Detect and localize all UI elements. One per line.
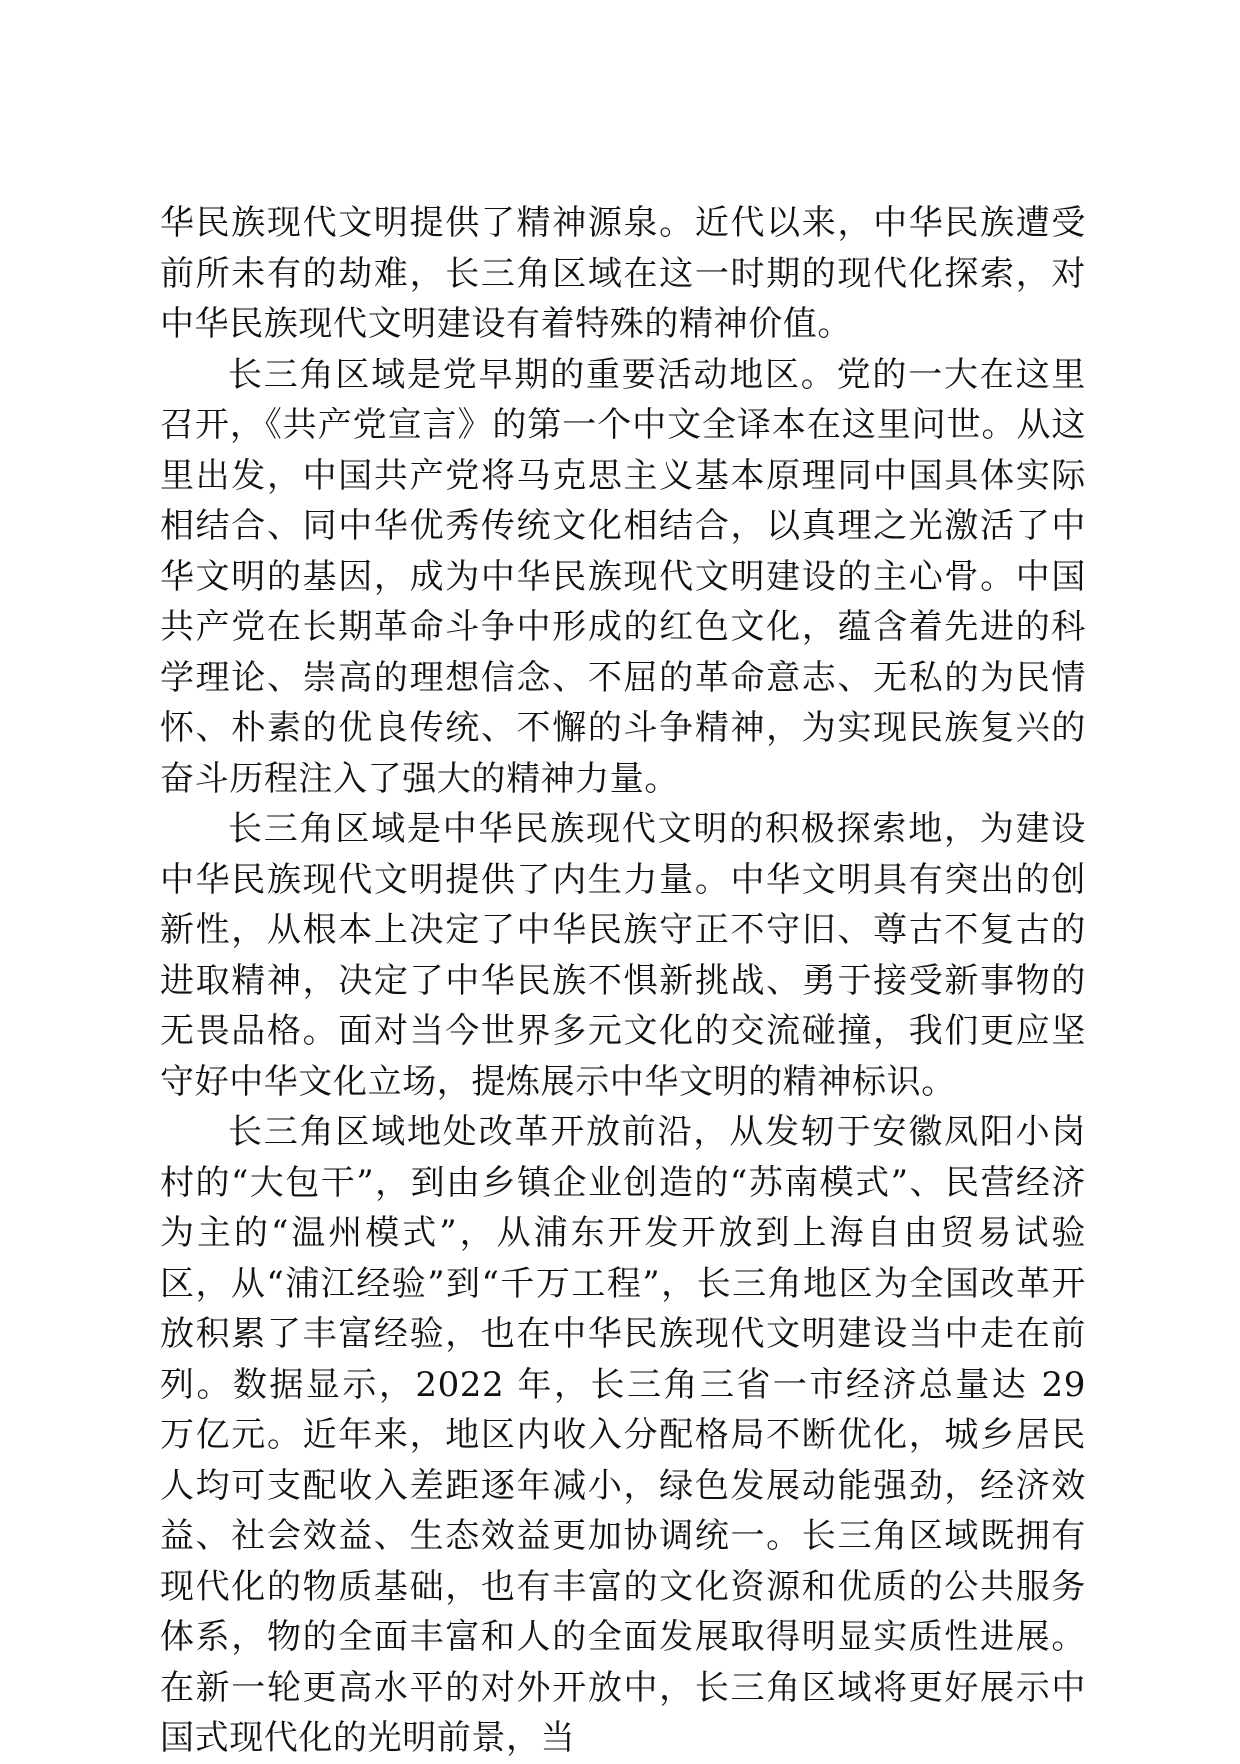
paragraph-party-history: 长三角区域是党早期的重要活动地区。党的一大在这里召开，《共产党宣言》的第一个中文全译本在这里问世。从这里出发，中国共产党将马克思主义基本原理同中国具体实际相结合、同中华优秀传统文化相结合，以真理之光激活了中华文明的基因，成为中华民族现代文明建设的主心骨。中国共产党在长期革命斗争中形成的红色文化，蕴含着先进的科学理论、崇高的理想信念、不屈的革命意志、无私的为民情怀、朴素的优良传统、不懈的斗争精神，为实现民族复兴的奋斗历程注入了强大的精神力量。 [160, 354, 1086, 799]
paragraph-continued: 华民族现代文明提供了精神源泉。近代以来，中华民族遭受前所未有的劫难，长三角区域在这一时期的现代化探索，对中华民族现代文明建设有着特殊的精神价值。 [160, 203, 1086, 344]
paragraph-reform-opening: 长三角区域地处改革开放前沿，从发轫于安徽凤阳小岗村的“大包干”，到由乡镇企业创造的“苏南模式”、民营经济为主的“温州模式”，从浦东开发开放到上海自由贸易试验区，从“浦江经验”到“千万工程”，长三角地区为全国改革开放积累了丰富经验，也在中华民族现代文明建设当中走在前列。数据显示，2022 年，长三角三省一市经济总量达 29 万亿元。近年来，地区内收入分配格局不断优化，城乡居民人均可支配收入差距逐年减小，绿色发展动能强劲，经济效益、社会效益、生态效益更加协调统一。长三角区域既拥有现代化的物质基础，也有丰富的文化资源和优质的公共服务体系，物的全面丰富和人的全面发展取得明显实质性进展。在新一轮更高水平的对外开放中，长三角区域将更好展示中国式现代化的光明前景，当 [160, 1112, 1086, 1758]
document-page [160, 198, 1086, 1764]
paragraph-modern-civilization: 长三角区域是中华民族现代文明的积极探索地，为建设中华民族现代文明提供了内生力量。中华文明具有突出的创新性，从根本上决定了中华民族守正不守旧、尊古不复古的进取精神，决定了中华民族不惧新挑战、勇于接受新事物的无畏品格。面对当今世界多元文化的交流碰撞，我们更应坚守好中华文化立场，提炼展示中华文明的精神标识。 [160, 809, 1086, 1102]
